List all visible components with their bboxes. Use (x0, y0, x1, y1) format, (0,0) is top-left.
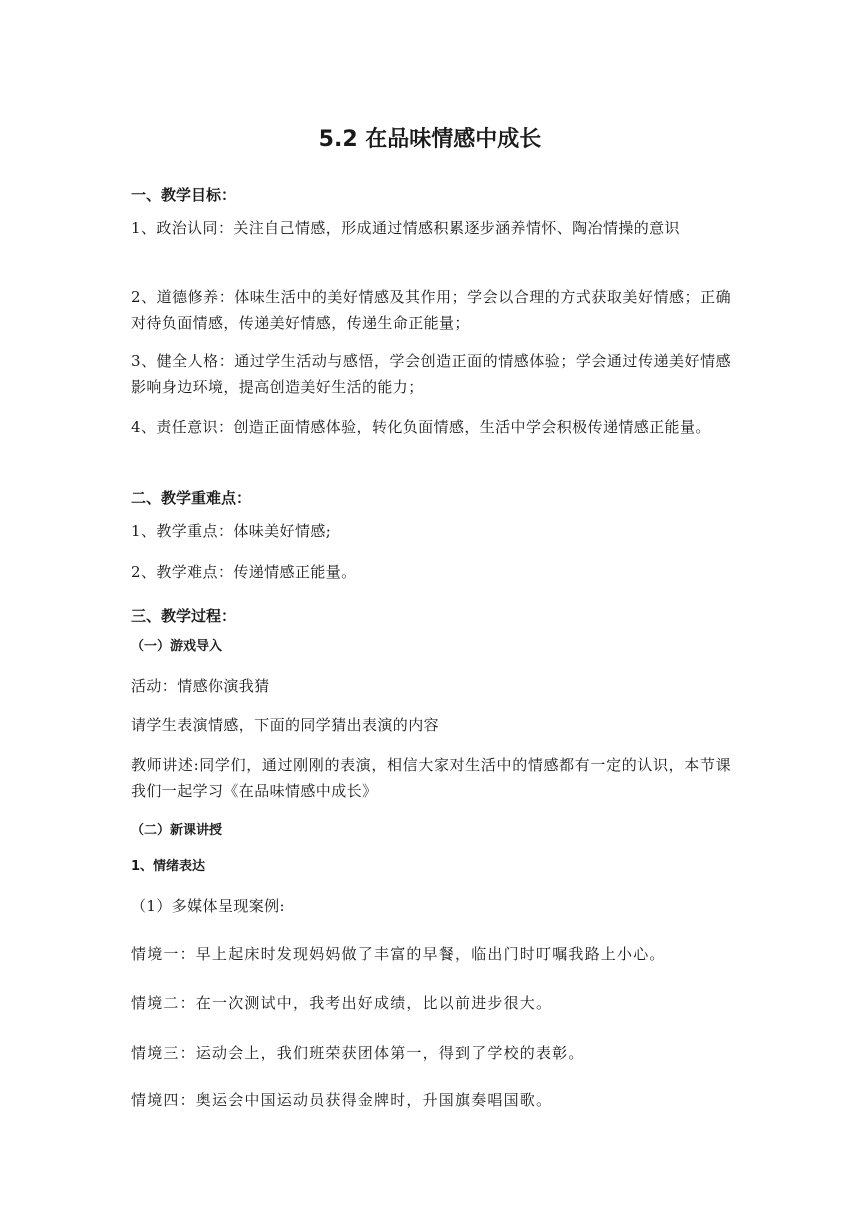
process-line: 活动：情感你演我猜 (131, 677, 270, 695)
subsection-heading-game: （一）游戏导入 (131, 639, 223, 654)
scenario-item: 情境一：早上起床时发现妈妈做了丰富的早餐，临出门时叮嘱我路上小心。 (131, 945, 666, 963)
case-intro: （1）多媒体呈现案例: (131, 897, 285, 915)
document-title: 5.2 在品味情感中成长 (318, 127, 542, 152)
process-line: 请学生表演情感，下面的同学猜出表演的内容 (131, 716, 440, 734)
objective-item: 3、健全人格：通过学生活动与感悟，学会创造正面的情感体验；学会通过传递美好情感影响身边环境，提高创造美好生活的能力； (131, 352, 731, 396)
subsection-heading-new-lesson: （二）新课讲授 (131, 823, 223, 838)
objective-item: 1、政治认同：关注自己情感，形成通过情感积累逐步涵养情怀、陶冶情操的意识 (131, 219, 680, 237)
objective-item: 2、道德修养：体味生活中的美好情感及其作用；学会以合理的方式获取美好情感；正确对待负面情感，传递美好情感，传递生命正能量； (131, 288, 731, 332)
section-heading-process: 三、教学过程： (131, 607, 237, 625)
section-heading-objectives: 一、教学目标： (131, 186, 237, 204)
key-point-item: 1、教学重点：体味美好情感; (131, 522, 332, 540)
scenario-item: 情境二：在一次测试中，我考出好成绩，比以前进步很大。 (131, 994, 553, 1012)
point-heading-emotion-expression: 1、情绪表达 (131, 859, 206, 874)
key-point-item: 2、教学难点：传递情感正能量。 (131, 563, 357, 581)
process-line: 教师讲述:同学们，通过刚刚的表演，相信大家对生活中的情感都有一定的认识，本节课我们一起学习《在品味情感中成长》 (131, 756, 731, 800)
objective-item: 4、责任意识：创造正面情感体验，转化负面情感，生活中学会积极传递情感正能量。 (131, 418, 711, 436)
scenario-item: 情境四：奥运会中国运动员获得金牌时，升国旗奏唱国歌。 (131, 1091, 553, 1109)
scenario-item: 情境三：运动会上，我们班荣获团体第一，得到了学校的表彰。 (131, 1044, 585, 1062)
section-heading-key-points: 二、教学重难点： (131, 489, 252, 507)
